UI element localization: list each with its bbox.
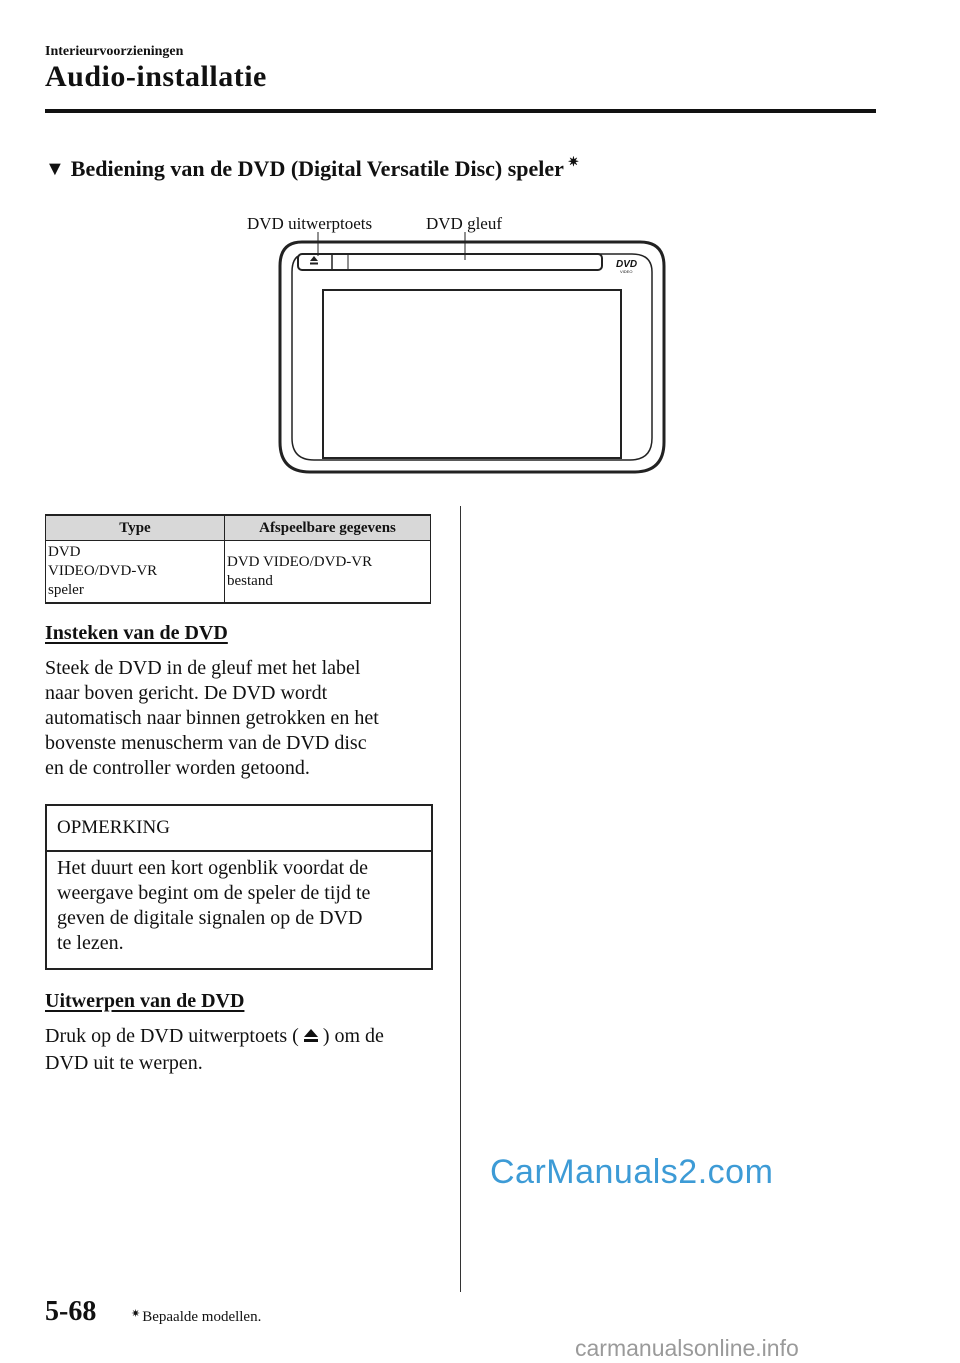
- note-line: Het duurt een kort ogenblik voordat de: [57, 857, 369, 879]
- eject-text-after: ) om de: [322, 1025, 384, 1047]
- footnote-text: Bepaalde modellen.: [142, 1309, 262, 1325]
- table-row: [46, 541, 431, 604]
- callout-slot-label: DVD gleuf: [426, 214, 503, 233]
- note-box: [45, 804, 433, 970]
- eject-text-before: Druk op de DVD uitwerptoets (: [45, 1025, 299, 1047]
- body-line: en de controller worden getoond.: [45, 757, 310, 779]
- body-line: automatisch naar binnen getrokken en het: [45, 707, 379, 729]
- note-divider: [47, 850, 431, 852]
- callout-eject-label: DVD uitwerptoets: [247, 214, 373, 233]
- note-line: te lezen.: [57, 932, 124, 954]
- table-cell-data: [225, 541, 431, 604]
- note-title: OPMERKING: [57, 817, 170, 838]
- section-label: Interieurvoorzieningen: [45, 44, 184, 59]
- table-cell-line: DVD VIDEO/DVD-VR: [227, 553, 373, 570]
- insert-body: [45, 656, 435, 781]
- table-cell-line: VIDEO/DVD-VR: [48, 563, 158, 579]
- dvd-logo-subtext: VIDEO: [620, 269, 633, 274]
- chapter-title: Audio-installatie: [45, 60, 267, 93]
- player-screen: [323, 290, 621, 458]
- note-line: weergave begint om de speler de tijd te: [57, 882, 371, 904]
- body-line: naar boven gericht. De DVD wordt: [45, 682, 328, 704]
- body-line: Steek de DVD in de gleuf met het label: [45, 657, 361, 679]
- header-rule: [45, 109, 876, 113]
- table-cell-line: bestand: [227, 572, 273, 589]
- table-header-data: Afspeelbare gegevens: [225, 515, 431, 541]
- dvd-player-diagram: [270, 232, 670, 482]
- table-header-type: Type: [46, 515, 225, 541]
- watermark-carmanuals: CarManuals2.com: [490, 1153, 774, 1191]
- eject-button-bar: [310, 263, 318, 265]
- eject-title: Uitwerpen van de DVD: [45, 990, 245, 1012]
- eject-body: [45, 1024, 435, 1076]
- insert-title: Insteken van de DVD: [45, 622, 228, 644]
- note-line: geven de digitale signalen op de DVD: [57, 907, 363, 929]
- table-cell-line: DVD: [48, 544, 81, 560]
- eject-icon: [302, 1026, 320, 1051]
- triangle-marker-icon: ▼: [45, 158, 65, 180]
- dvd-logo-icon: DVD: [616, 259, 638, 270]
- table-cell-line: speler: [48, 582, 84, 598]
- section-heading: [45, 156, 579, 182]
- body-line: bovenste menuscherm van de DVD disc: [45, 732, 367, 754]
- asterisk-marker-icon: ✷: [567, 154, 579, 169]
- page-number: 5-68: [45, 1296, 97, 1327]
- section-heading-text: Bediening van de DVD (Digital Versatile Disc) speler: [70, 156, 564, 181]
- footnote: [131, 1307, 261, 1326]
- footnote-asterisk-icon: ✷: [131, 1308, 141, 1320]
- column-divider: [460, 506, 461, 1292]
- table-cell-type: [46, 541, 225, 604]
- watermark-online: carmanualsonline.info: [575, 1335, 799, 1361]
- note-body: [57, 856, 427, 956]
- body-line: [45, 1024, 435, 1051]
- playable-data-table: [45, 514, 431, 604]
- dvd-slot: [298, 254, 602, 270]
- table-header-row: [46, 515, 431, 541]
- body-line: DVD uit te werpen.: [45, 1052, 203, 1074]
